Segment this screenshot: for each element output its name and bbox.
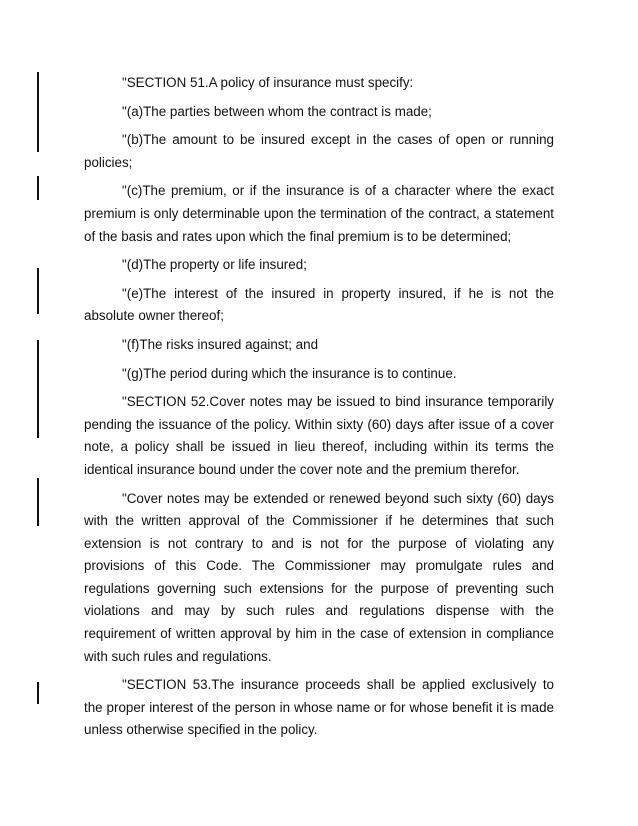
revision-bar xyxy=(37,340,39,438)
clause-a: "(a)The parties between whom the contract is made; xyxy=(122,103,432,119)
clause-b: "(b)The amount to be insured except in the cases of open or running policies; xyxy=(84,132,554,170)
revision-bar xyxy=(37,176,39,200)
clause-c: "(c)The premium, or if the insurance is of a character where the exact premium is only determinable upon the termination of the contract, a statement of the basis and rates upon which the final premium is to be determined; xyxy=(84,183,554,244)
document-body xyxy=(84,72,554,748)
section-52: "SECTION 52.Cover notes may be issued to bind insurance temporarily pending the issuance of the policy. Within sixty (60) days after issue of a cover note, a policy shall be issued in lieu thereof, including within its terms the identical insurance bound under the cover note and the premium therefor. xyxy=(84,394,554,477)
clause-g: "(g)The period during which the insurance is to continue. xyxy=(122,365,457,381)
clause-e: "(e)The interest of the insured in property insured, if he is not the absolute owner thereof; xyxy=(84,285,554,324)
revision-bar xyxy=(37,72,39,152)
section-52-extension: "Cover notes may be extended or renewed beyond such sixty (60) days with the written approval of the Commissioner if he determines that such extension is not contrary to and is not for the purpose of violating any provisions of this Code. The Commissioner may promulgate rules and regulations governing such extensions for the purpose of preventing such violations and may by such rules and regulations dispense with the requirement of written approval by him in the case of extension in compliance with such rules and regulations. xyxy=(84,490,554,664)
revision-bar xyxy=(37,682,39,704)
revision-bar xyxy=(37,478,39,526)
section-53: "SECTION 53.The insurance proceeds shall be applied exclusively to the proper interest of the person in whose name or for whose benefit it is made unless otherwise specified in the policy. xyxy=(84,677,554,738)
section-51-heading: "SECTION 51.A policy of insurance must specify: xyxy=(122,75,414,90)
clause-f: "(f)The risks insured against; and xyxy=(122,336,319,352)
revision-bar xyxy=(37,268,39,314)
clause-d: "(d)The property or life insured; xyxy=(122,257,307,273)
